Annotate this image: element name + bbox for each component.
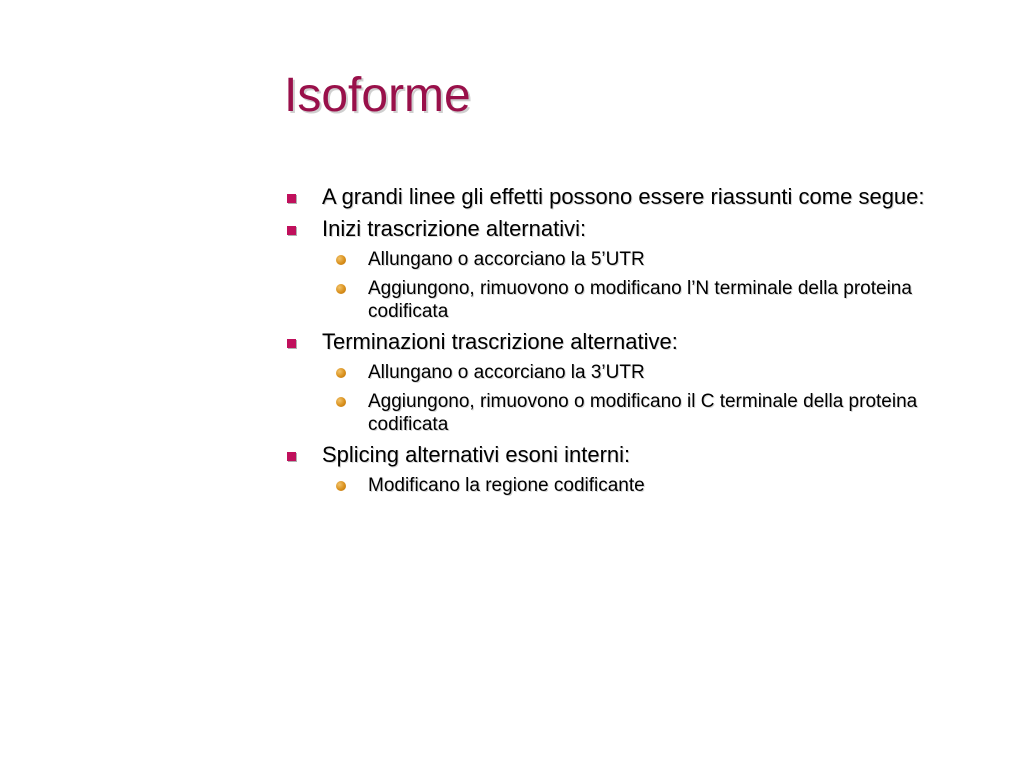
sub-bullet-list [284,474,974,497]
round-bullet-icon [336,397,346,407]
sub-bullet-item [284,474,974,497]
bullet-text: Terminazioni trascrizione alternative: [322,329,678,354]
round-bullet-icon [336,255,346,265]
sub-bullet-item [284,361,974,384]
sub-bullet-item [284,390,974,436]
bullet-text: A grandi linee gli effetti possono essere riassunti come segue: [322,184,925,209]
square-bullet-icon [287,194,296,203]
bullet-list [284,184,974,503]
round-bullet-icon [336,368,346,378]
slide-title: Isoforme [284,69,471,122]
sub-bullet-item [284,277,974,323]
bullet-item [284,329,974,355]
square-bullet-icon [287,226,296,235]
bullet-text: Splicing alternativi esoni interni: [322,442,631,467]
sub-bullet-text: Modificano la regione codificante [368,475,645,496]
sub-bullet-text: Aggiungono, rimuovono o modificano l’N terminale della proteina codificata [368,278,912,322]
bullet-item [284,216,974,242]
sub-bullet-list [284,361,974,436]
sub-bullet-text: Allungano o accorciano la 3’UTR [368,362,645,383]
square-bullet-icon [287,452,296,461]
sub-bullet-item [284,248,974,271]
bullet-item [284,184,974,210]
round-bullet-icon [336,481,346,491]
square-bullet-icon [287,339,296,348]
bullet-text: Inizi trascrizione alternativi: [322,216,587,241]
bullet-item [284,442,974,468]
round-bullet-icon [336,284,346,294]
sub-bullet-text: Allungano o accorciano la 5’UTR [368,249,645,270]
sub-bullet-list [284,248,974,323]
sub-bullet-text: Aggiungono, rimuovono o modificano il C terminale della proteina codificata [368,391,918,435]
